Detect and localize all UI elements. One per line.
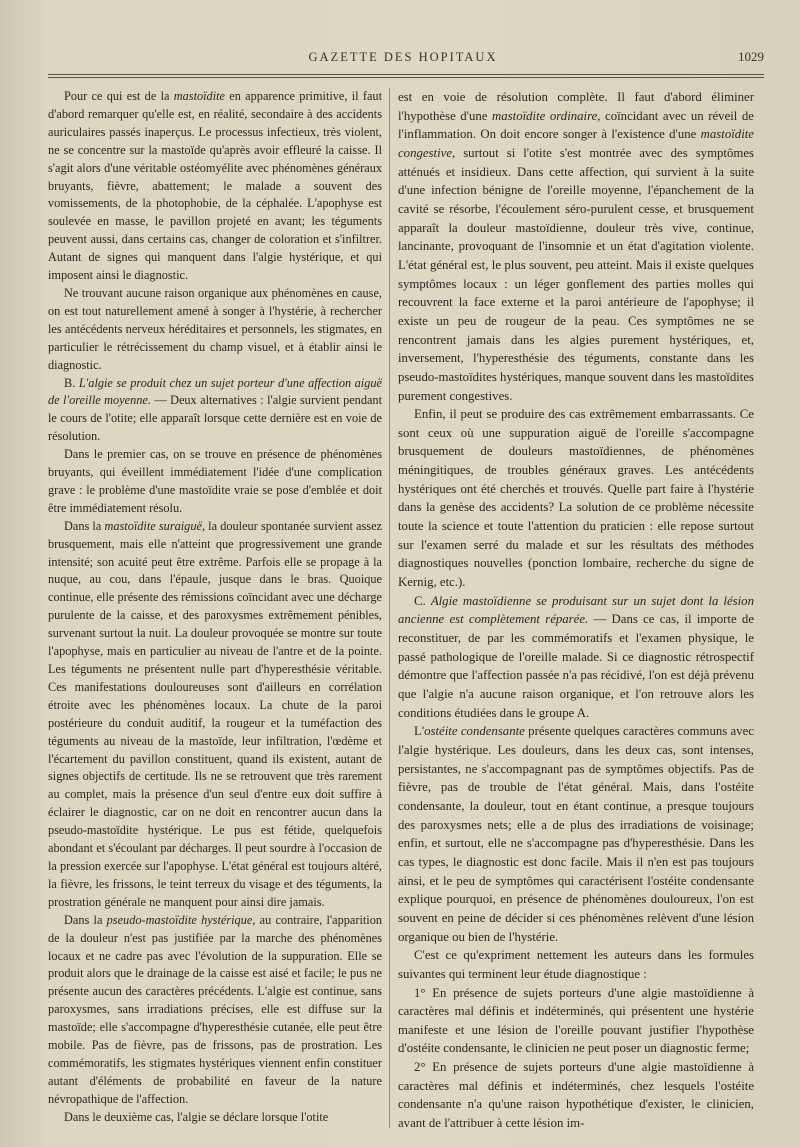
italic-text: mastoïdite	[173, 89, 225, 103]
running-title: GAZETTE DES HOPITAUX	[308, 50, 498, 64]
italic-text: mastoïdite ordinaire	[492, 108, 598, 123]
text-run: Dans le deuxième cas, l'algie se déclare lorsque l'otite	[64, 1109, 329, 1124]
italic-text: L'algie se produit chez un sujet porteur d'une affection aiguë de l'oreille moyenne.	[48, 375, 382, 408]
text-run: Pour ce qui est de la	[64, 89, 174, 103]
text-run: , surtout si l'otite s'est montrée avec des symptômes atténués et insidieux. Dans cette affection, qui survient à la suite d'une infection bénigne de l'oreille moyenne, l'épanchement de la cavité se résorbe, l'écoulement séro-purulent cesse, et brusquement apparaît la douleur mastoïdienne, douleur très vive, continue, lancinante, provoquant de l'insomnie et un état d'agitation violente. L'état général est, le plus souvent, peu atteint. Mais il existe quelques symptômes locaux : un léger gonflement des parties molles qui recouvrent la face externe et la paroi antérieure de l'apophyse; il existe un peu de rougeur de la peau. Ces symptômes ne se rencontrent jamais dans les algies purement hystériques, et, inversement, l'hyperesthésie des téguments, constante dans les pseudo-mastoïdites hystériques, manque souvent dans les mastoïdites purement congestives.	[398, 145, 754, 403]
paragraph	[48, 446, 382, 518]
paragraph	[398, 88, 754, 405]
paragraph	[48, 88, 382, 285]
text-run: , la douleur spontanée survient assez brusquement, mais elle n'atteint que progressivement une grande intensité; son acuité peut être extrême. Parfois elle se propage à la nuque, au cou, dans l'épaule, jusque dans le bras. Quoique continue, elle présente des rémissions coïncidant avec une décharge purulente de la caisse, et des paroxysmes extrêmement pénibles, survenant surtout la nuit. La douleur provoquée se montre sur toute l'apophyse, mais en particulier au niveau de l'antre et de la pointe. Les téguments ne présentent nulle part d'hyperesthésie véritable. Ces manifestations douloureuses sont d'ailleurs en corrélation étroite avec les phénomènes locaux. La chute de la paroi postérieure du conduit auditif, la rougeur et la tuméfaction des téguments au niveau de la mastoïde, leur infiltration, l'œdème et l'écartement du pavillon constituent, quand ils existent, autant de signes objectifs de certitude. Ils ne se retrouvent que très rarement au complet, mais la présence d'un seul d'entre eux doit suffire à éclairer le diagnostic, car on ne doit en rencontrer aucun dans la pseudo-mastoïdite hystérique. Le pus est fétide, quelquefois abondant et s'écoulant par décharges. Il peut sourdre à l'occasion de la pression exercée sur l'apophyse. L'état général est toujours altéré, la fièvre, les frissons, le teint terreux du visage et des téguments, la prostration générale ne manquent pour ainsi dire jamais.	[48, 518, 383, 909]
text-run: — Dans ce cas, il importe de reconstituer, de par les commémoratifs et l'examen physique, le passé pathologique de l'oreille malade. Si ce diagnostic rétrospectif démontre que l'affection passée n'a pas récidivé, l'on est déjà prévenu que l'algie n'a aucune raison organique, et l'on retrouve alors les conditions étudiées dans le groupe A.	[398, 612, 754, 720]
text-run: présente quelques caractères communs avec l'algie hystérique. Les douleurs, dans les deux cas, sont intenses, persistantes, ne s'accompagnant pas de symptômes objectifs. Pas de fièvre, pas de trouble de l'état général. Mais, dans l'ostéite condensante, la douleur, tout en étant continue, a presque toujours des paroxysmes nets; elle a de plus des irradiations de voisinage; enfin, et surtout, elle ne s'accompagne pas d'hyperesthésie. Dans les cas types, le diagnostic est donc facile. Mais il n'en est pas toujours ainsi, et le peu de symptômes qui caractérisent l'ostéite condensante explique pourquoi, en présence de phénomènes douloureux, l'on est souvent en peine de décider si ces phénomènes relèvent d'une lésion organique ou bien de l'hystérie.	[398, 724, 754, 944]
paragraph	[398, 946, 754, 983]
text-run: Enfin, il peut se produire des cas extrêmement embarrassants. Ce sont ceux où une suppuration aiguë de l'oreille s'accompagne brusquement de douleurs mastoïdiennes, de phénomènes méningitiques, de troubles généraux graves. Les antécédents hystériques ont été cherchés et trouvés. Quelle part faire à l'hystérie dans la genèse des accidents? La solution de ce problème nécessite toute la science et toute l'attention du praticien : elle repose surtout sur l'examen serré du malade et sur les résultats des méthodes diagnostiques nouvelles (ponction lombaire, recherche du signe de Kernig, etc.).	[398, 407, 754, 590]
text-run: 1° En présence de sujets porteurs d'une algie mastoïdienne à caractères mal définis et indéterminés, qui présentent une hystérie manifeste et une lésion de l'oreille pouvant justifier l'hypothèse d'ostéite condensante, le clinicien ne peut poser un diagnostic ferme;	[398, 985, 754, 1056]
text-run: — Deux alternatives : l'algie survient pendant le cours de l'otite; elle apparaît lorsque cette dernière est en voie de résolution.	[48, 393, 382, 444]
header-rule-double	[48, 77, 764, 78]
italic-text: mastoïdite suraiguë	[104, 518, 202, 533]
paragraph	[48, 518, 382, 912]
text-run: est en voie de résolution complète. Il faut d'abord éliminer l'hypothèse d'une	[398, 90, 754, 123]
page-header	[42, 46, 764, 70]
text-run: Dans le premier cas, on se trouve en présence de phénomènes bruyants, qui éveillent immédiatement l'idée d'une complication grave : le problème d'une mastoïdite vraie se pose d'emblée et doit être immédiatement résolu.	[48, 447, 382, 515]
italic-text: ostéite condensante	[424, 724, 525, 739]
paragraph	[48, 912, 382, 1109]
header-rule	[48, 74, 764, 75]
page-number: 1029	[738, 49, 764, 64]
text-run: en apparence primitive, il faut d'abord remarquer qu'elle est, en réalité, secondaire à des accidents auriculaires passés inaperçus. Le processus infectieux, très violent, ne se concentre sur la mastoïde qu'après avoir effleuré la caisse. Il s'agit alors d'une véritable ostéomyélite avec phénomènes généraux bruyants, fièvre, abattement; le malade a souvent des vomissements, de la photophobie, de la céphalée. L'apophyse est soulevée en masse, le pavillon projeté en avant; les téguments peuvent aussi, dans certains cas, changer de coloration et s'infiltrer. Autant de signes qui manquent dans l'algie hystérique, et qui imposent ainsi le diagnostic.	[48, 89, 382, 283]
italic-text: pseudo-mastoïdite hystérique	[106, 912, 253, 927]
text-run: Ne trouvant aucune raison organique aux phénomènes en cause, on est tout naturellement amené à songer à l'hystérie, à rechercher les antécédents nerveux héréditaires et personnels, les stigmates, en particulier le rétrécissement du champ visuel, et à établir ainsi le diagnostic.	[48, 285, 382, 372]
text-run: L'	[414, 724, 425, 739]
text-run: , coïncidant avec un réveil de l'inflammation. On doit encore songer à l'existence d'une	[398, 108, 754, 142]
text-run: B.	[64, 375, 79, 390]
paragraph	[398, 1058, 754, 1133]
right-column	[398, 88, 754, 1133]
text-run: C.	[414, 593, 431, 608]
text-run: Dans la	[64, 518, 105, 533]
text-run: 2° En présence de sujets porteurs d'une algie mastoïdienne à caractères mal définis et indéterminés, chez lesquels l'ostéite condensante n'a qu'une raison hypothétique d'exister, le clinicien, avant de l'attribuer à cette lésion im-	[398, 1060, 754, 1131]
italic-text: mastoïdite congestive	[398, 127, 754, 160]
paragraph	[398, 405, 754, 592]
column-divider	[389, 88, 390, 1128]
left-column	[48, 88, 382, 1127]
paragraph	[398, 722, 754, 946]
text-run: C'est ce qu'expriment nettement les auteurs dans les formules suivantes qui terminent leur étude diagnostique :	[398, 948, 754, 981]
paragraph	[398, 592, 754, 723]
italic-text: Algie mastoïdienne se produisant sur un sujet dont la lésion ancienne est complètement réparée.	[398, 593, 754, 627]
paragraph	[48, 1109, 382, 1127]
text-run: , au contraire, l'apparition de la douleur n'est pas justifiée par la marche des phénomènes locaux et ne cadre pas avec l'évolution de la suppuration. Elle se produit alors que le drainage de la caisse est aisé et facile; le pus ne présente aucun des caractères précédents. L'algie est continue, sans paroxysmes, sans irradiations précises, elle est diffuse sur la mastoïde; elle s'accompagne d'hyperesthésie cutanée, elle peut être mobile. Pas de fièvre, pas de frissons, pas de prostration. Les commémoratifs, les stigmates hystériques viennent enfin constituer autant d'éléments de probabilité en faveur de la nature névropathique de l'affection.	[48, 912, 383, 1106]
text-run: Dans la	[64, 912, 107, 927]
paragraph	[48, 375, 382, 447]
paragraph	[48, 285, 382, 375]
paragraph	[398, 984, 754, 1059]
